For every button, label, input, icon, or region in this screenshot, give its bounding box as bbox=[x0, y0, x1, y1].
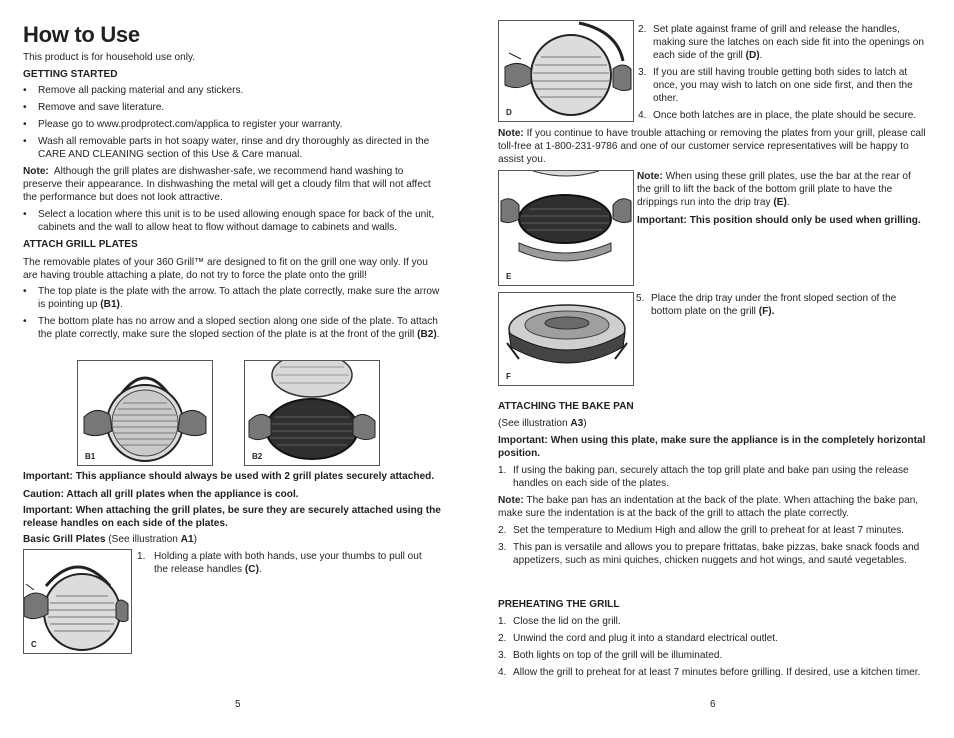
ref-f: (F). bbox=[758, 306, 775, 317]
attach-paragraph: The removable plates of your 360 Grill™ are designed to fit on the grill one way only. If you are having trouble attaching a plate, do not try to force the plate onto the grill! bbox=[23, 257, 428, 281]
ref-b2: (B2) bbox=[417, 329, 437, 340]
step-text: If using the baking pan, securely attach the top grill plate and bake pan using the release handles on each side of the plates. bbox=[513, 465, 909, 489]
step-number: 1. bbox=[137, 551, 146, 562]
note-end: . bbox=[786, 197, 790, 208]
see-text: (See illustration bbox=[498, 418, 571, 429]
bake-pan-important: Important: When using this plate, make sure the appliance is in the completely horizontal position. bbox=[498, 435, 926, 459]
grill-closed-illustration bbox=[499, 293, 633, 385]
customer-service-note bbox=[498, 127, 932, 166]
list-item bbox=[498, 632, 932, 645]
figure-c bbox=[23, 549, 132, 654]
step-text: Both lights on top of the grill will be illuminated. bbox=[513, 650, 723, 661]
grill-plate-illustration bbox=[24, 550, 131, 653]
list-item bbox=[498, 666, 932, 679]
note-text: If you continue to have trouble attaching or removing the plates from your grill, please call toll-free at 1-800-231-9786 and one of our customer service representatives will be happy to assist you. bbox=[498, 128, 926, 165]
step-text: Close the lid on the grill. bbox=[513, 616, 621, 627]
page-title: How to Use bbox=[23, 22, 140, 47]
note-text: Although the grill plates are dishwasher-safe, we recommend hand washing to preserve their appearance. In dishwashing the metal will get a cloudy film that will not affect the performance but does not look attractive. bbox=[23, 166, 431, 203]
list-item bbox=[638, 109, 928, 122]
step-number: 1. bbox=[498, 465, 507, 476]
ref-c: (C) bbox=[244, 564, 259, 575]
attach-list bbox=[23, 285, 445, 341]
note-text: When using these grill plates, use the bar at the rear of the grill to lift the back of the bottom grill plate to have the drippings run into the drip tray bbox=[637, 171, 911, 208]
ref-d: (D) bbox=[745, 50, 760, 61]
list-item bbox=[498, 464, 932, 490]
drip-tray-steps-list bbox=[636, 292, 926, 318]
attach-grill-plates-heading: ATTACH GRILL PLATES bbox=[23, 239, 138, 250]
bullet-end: . bbox=[119, 299, 123, 310]
list-item bbox=[23, 315, 445, 341]
important-note-2: Important: When attaching the grill plates, be sure they are securely attached using the release handles on each side of the plates. bbox=[23, 505, 441, 529]
list-item bbox=[636, 292, 926, 318]
step-text: Set the temperature to Medium High and allow the grill to preheat for at least 7 minutes. bbox=[513, 525, 905, 536]
step-number: 3. bbox=[638, 67, 647, 78]
ref-a3: A3 bbox=[570, 418, 584, 429]
left-page bbox=[23, 0, 445, 738]
preheating-steps-list bbox=[498, 615, 932, 679]
step-number: 5. bbox=[636, 293, 645, 304]
ref-a1: A1 bbox=[180, 534, 194, 545]
list-item: • Wash all removable parts in hot soapy water, rinse and dry thoroughly as directed in the CARE AND CLEANING section of this Use & Care manual. bbox=[23, 135, 445, 161]
grill-plate-illustration bbox=[78, 361, 212, 465]
figure-label: E bbox=[506, 272, 512, 281]
step-text: Unwind the cord and plug it into a standard electrical outlet. bbox=[513, 633, 778, 644]
list-item bbox=[498, 524, 932, 537]
list-item bbox=[498, 615, 932, 628]
grill-plate-illustration bbox=[245, 361, 379, 465]
step-number: 2. bbox=[498, 633, 507, 644]
basic-grill-plates-line bbox=[23, 533, 445, 546]
getting-started-heading: GETTING STARTED bbox=[23, 69, 118, 80]
list-item: • Select a location where this unit is to be used allowing enough space for back of the unit, cabinets and the wall to allow heat to flow without damage to cabinets and walls. bbox=[23, 208, 445, 234]
figure-label: D bbox=[506, 108, 512, 117]
drip-tray-note bbox=[637, 170, 927, 209]
step-number: 1. bbox=[498, 616, 507, 627]
figure-f bbox=[498, 292, 634, 386]
list-item: • Remove all packing material and any stickers. bbox=[23, 84, 445, 97]
basic-steps-list bbox=[137, 550, 437, 576]
basic-text: (See illustration bbox=[105, 534, 181, 545]
list-item bbox=[137, 550, 437, 576]
bake-pan-steps-list bbox=[498, 524, 932, 567]
step-number: 3. bbox=[498, 542, 507, 553]
note-text: The bake pan has an indentation at the back of the plate. When attaching the bake pan, make sure the indentation is at the back of the grill to attach the plate correctly. bbox=[498, 495, 919, 519]
note-label: Note: bbox=[23, 166, 49, 177]
note-paragraph bbox=[23, 165, 445, 204]
figure-b2 bbox=[244, 360, 380, 466]
step-end: . bbox=[759, 50, 763, 61]
step-text: This pan is versatile and allows you to prepare frittatas, bake pizzas, bake snack foods and appetizers, such as mini quiches, chicken nuggets and hot wings, and sauté vegetables. bbox=[513, 542, 920, 566]
figure-label: C bbox=[31, 640, 37, 649]
important-grilling-note: Important: This position should only be used when grilling. bbox=[637, 215, 921, 226]
page-number: 6 bbox=[710, 699, 716, 710]
bullet-text: The bottom plate has no arrow and a sloped section along one side of the plate. To attach the plate correctly, make sure the sloped section of the plate is at the front of the grill bbox=[38, 316, 438, 340]
step-text: Place the drip tray under the front sloped section of the bottom plate on the grill bbox=[651, 293, 897, 317]
bullet-end: . bbox=[436, 329, 440, 340]
step-number: 3. bbox=[498, 650, 507, 661]
bullet-text: The top plate is the plate with the arrow. To attach the plate correctly, make sure the arrow is pointing up bbox=[38, 286, 440, 310]
note-label: Note: bbox=[498, 128, 524, 139]
list-item bbox=[638, 23, 928, 62]
figure-b1 bbox=[77, 360, 213, 466]
see-end: ) bbox=[583, 418, 587, 429]
list-item bbox=[23, 285, 445, 311]
bake-pan-step1-list bbox=[498, 464, 932, 490]
ref-b1: (B1) bbox=[100, 299, 120, 310]
getting-started-list bbox=[23, 84, 445, 161]
list-item: • Please go to www.prodprotect.com/applica to register your warranty. bbox=[23, 118, 445, 131]
note-label: Note: bbox=[498, 495, 524, 506]
right-page bbox=[498, 0, 932, 738]
basic-end: ) bbox=[193, 534, 197, 545]
caution-note: Caution: Attach all grill plates when the appliance is cool. bbox=[23, 489, 299, 500]
grill-plate-illustration bbox=[499, 21, 633, 121]
step-number: 2. bbox=[638, 24, 647, 35]
step-text: Set plate against frame of grill and release the handles, making sure the latches on each side fit into the openings on each side of the grill bbox=[653, 24, 925, 61]
step-text: If you are still having trouble getting both sides to latch at once, you may wish to latch on one side first, and then the other. bbox=[653, 67, 913, 104]
list-item bbox=[638, 66, 928, 105]
step-text: Holding a plate with both hands, use your thumbs to pull out the release handles bbox=[154, 551, 422, 575]
step-text: Once both latches are in place, the plate should be secure. bbox=[653, 110, 917, 121]
step-number: 2. bbox=[498, 525, 507, 536]
preheating-heading: PREHEATING THE GRILL bbox=[498, 599, 620, 610]
bake-pan-note bbox=[498, 494, 932, 520]
ref-e: (E) bbox=[773, 197, 787, 208]
figure-d bbox=[498, 20, 634, 122]
figure-label: B2 bbox=[252, 452, 263, 461]
grill-plate-illustration bbox=[499, 171, 633, 285]
list-item bbox=[498, 649, 932, 662]
basic-grill-plates-label: Basic Grill Plates bbox=[23, 534, 106, 545]
figure-label: F bbox=[506, 372, 511, 381]
step-text: Allow the grill to preheat for at least 7 minutes before grilling. If desired, use a kitchen timer. bbox=[513, 667, 921, 678]
figure-label: B1 bbox=[85, 452, 96, 461]
step-number: 4. bbox=[498, 667, 507, 678]
attach-steps-list bbox=[638, 23, 928, 122]
step-number: 4. bbox=[638, 110, 647, 121]
list-item bbox=[498, 541, 932, 567]
figure-e bbox=[498, 170, 634, 286]
intro-text: This product is for household use only. bbox=[23, 52, 196, 63]
note-label: Note: bbox=[637, 171, 663, 182]
page-number: 5 bbox=[235, 699, 241, 710]
important-note-1: Important: This appliance should always be used with 2 grill plates securely attached. bbox=[23, 471, 435, 482]
step-end: . bbox=[258, 564, 262, 575]
bake-pan-see-illustration bbox=[498, 417, 932, 430]
location-list bbox=[23, 208, 445, 234]
list-item: • Remove and save literature. bbox=[23, 101, 445, 114]
bake-pan-heading: ATTACHING THE BAKE PAN bbox=[498, 401, 634, 412]
